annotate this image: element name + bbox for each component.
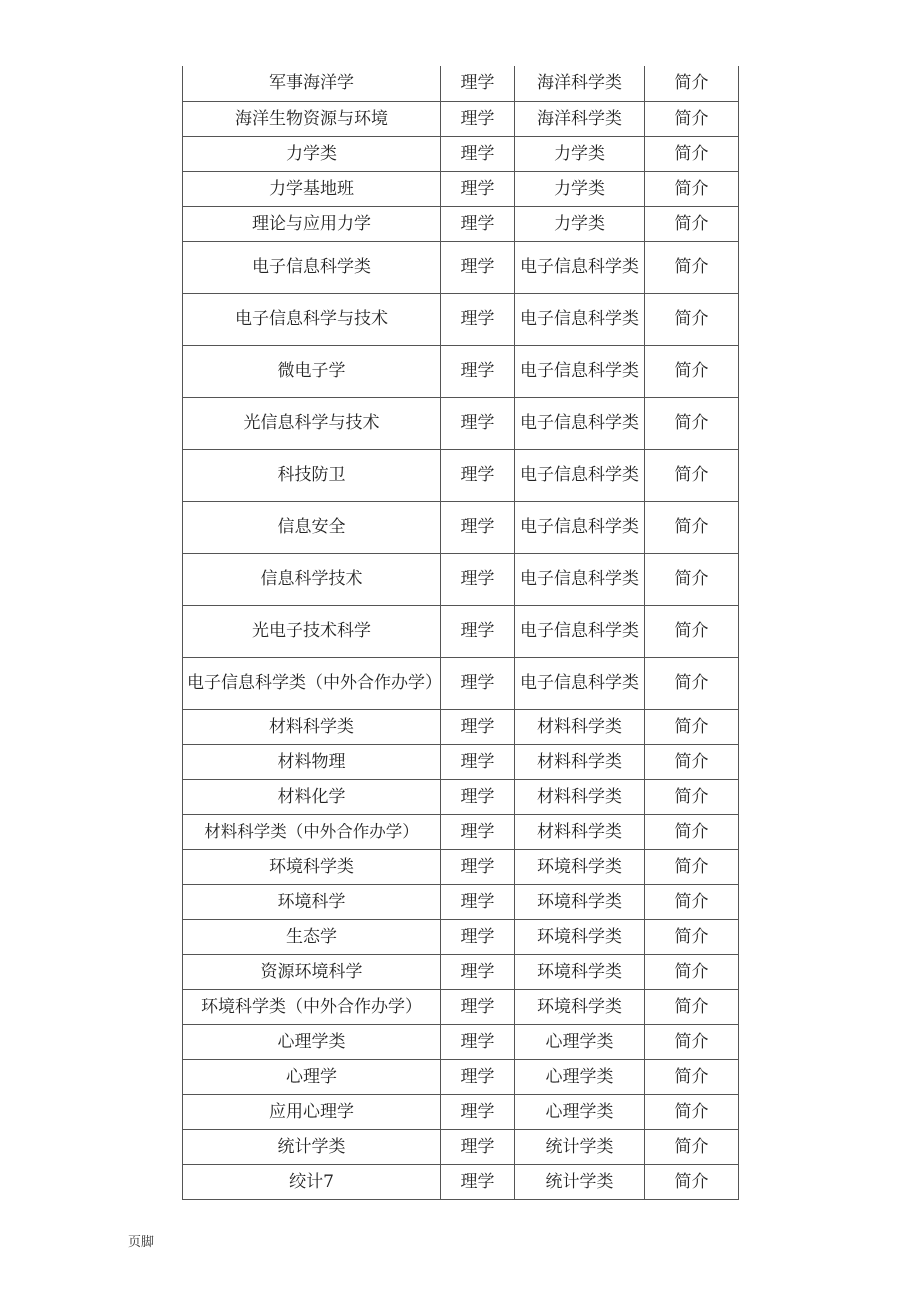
table-row	[183, 884, 739, 919]
category-cell: 电子信息科学类	[515, 293, 645, 345]
intro-link-cell[interactable]: 简介	[645, 884, 739, 919]
category-cell: 电子信息科学类	[515, 345, 645, 397]
major-name-cell: 光电子技术科学	[183, 605, 441, 657]
discipline-cell: 理学	[441, 66, 515, 101]
category-cell: 心理学类	[515, 1059, 645, 1094]
intro-link-cell[interactable]: 简介	[645, 1024, 739, 1059]
discipline-cell: 理学	[441, 709, 515, 744]
category-cell: 心理学类	[515, 1024, 645, 1059]
category-cell: 材料科学类	[515, 779, 645, 814]
table-row	[183, 501, 739, 553]
category-cell: 材料科学类	[515, 709, 645, 744]
table-row	[183, 605, 739, 657]
intro-link-cell[interactable]: 简介	[645, 293, 739, 345]
discipline-cell: 理学	[441, 136, 515, 171]
discipline-cell: 理学	[441, 101, 515, 136]
major-name-cell: 心理学	[183, 1059, 441, 1094]
category-cell: 材料科学类	[515, 744, 645, 779]
category-cell: 海洋科学类	[515, 66, 645, 101]
discipline-cell: 理学	[441, 293, 515, 345]
table-row	[183, 241, 739, 293]
major-name-cell: 生态学	[183, 919, 441, 954]
major-name-cell: 绞计7	[183, 1164, 441, 1199]
intro-link-cell[interactable]: 简介	[645, 1059, 739, 1094]
table-row	[183, 449, 739, 501]
table-row	[183, 657, 739, 709]
category-cell: 环境科学类	[515, 849, 645, 884]
category-cell: 材料科学类	[515, 814, 645, 849]
category-cell: 力学类	[515, 206, 645, 241]
intro-link-cell[interactable]: 简介	[645, 779, 739, 814]
intro-link-cell[interactable]: 简介	[645, 744, 739, 779]
table-row	[183, 345, 739, 397]
table-row	[183, 397, 739, 449]
major-name-cell: 材料科学类	[183, 709, 441, 744]
category-cell: 海洋科学类	[515, 101, 645, 136]
major-name-cell: 统计学类	[183, 1129, 441, 1164]
table-row	[183, 66, 739, 101]
table-row	[183, 1164, 739, 1199]
discipline-cell: 理学	[441, 814, 515, 849]
category-cell: 环境科学类	[515, 989, 645, 1024]
intro-link-cell[interactable]: 简介	[645, 171, 739, 206]
discipline-cell: 理学	[441, 919, 515, 954]
intro-link-cell[interactable]: 简介	[645, 1094, 739, 1129]
major-name-cell: 心理学类	[183, 1024, 441, 1059]
category-cell: 环境科学类	[515, 954, 645, 989]
category-cell: 心理学类	[515, 1094, 645, 1129]
table-row	[183, 553, 739, 605]
category-cell: 电子信息科学类	[515, 657, 645, 709]
intro-link-cell[interactable]: 简介	[645, 397, 739, 449]
discipline-cell: 理学	[441, 1024, 515, 1059]
category-cell: 电子信息科学类	[515, 397, 645, 449]
intro-link-cell[interactable]: 简介	[645, 553, 739, 605]
category-cell: 力学类	[515, 171, 645, 206]
table-row	[183, 1059, 739, 1094]
table-row	[183, 779, 739, 814]
major-name-cell: 资源环境科学	[183, 954, 441, 989]
table-row	[183, 1094, 739, 1129]
intro-link-cell[interactable]: 简介	[645, 345, 739, 397]
intro-link-cell[interactable]: 简介	[645, 989, 739, 1024]
intro-link-cell[interactable]: 简介	[645, 954, 739, 989]
category-cell: 环境科学类	[515, 919, 645, 954]
discipline-cell: 理学	[441, 1094, 515, 1129]
major-name-cell: 材料物理	[183, 744, 441, 779]
major-name-cell: 环境科学	[183, 884, 441, 919]
major-name-cell: 环境科学类（中外合作办学）	[183, 989, 441, 1024]
category-cell: 电子信息科学类	[515, 605, 645, 657]
category-cell: 电子信息科学类	[515, 501, 645, 553]
discipline-cell: 理学	[441, 241, 515, 293]
table-row	[183, 206, 739, 241]
intro-link-cell[interactable]: 简介	[645, 136, 739, 171]
major-name-cell: 军事海洋学	[183, 66, 441, 101]
majors-table-body	[183, 66, 739, 1199]
table-row	[183, 136, 739, 171]
discipline-cell: 理学	[441, 989, 515, 1024]
table-row	[183, 171, 739, 206]
discipline-cell: 理学	[441, 605, 515, 657]
intro-link-cell[interactable]: 简介	[645, 1164, 739, 1199]
major-name-cell: 信息安全	[183, 501, 441, 553]
table-row	[183, 101, 739, 136]
major-name-cell: 理论与应用力学	[183, 206, 441, 241]
table-row	[183, 1129, 739, 1164]
majors-table	[182, 66, 739, 1200]
table-row	[183, 919, 739, 954]
discipline-cell: 理学	[441, 553, 515, 605]
intro-link-cell[interactable]: 简介	[645, 709, 739, 744]
table-row	[183, 709, 739, 744]
table-row	[183, 989, 739, 1024]
table-row	[183, 293, 739, 345]
discipline-cell: 理学	[441, 449, 515, 501]
discipline-cell: 理学	[441, 1164, 515, 1199]
intro-link-cell[interactable]: 简介	[645, 101, 739, 136]
category-cell: 电子信息科学类	[515, 553, 645, 605]
category-cell: 统计学类	[515, 1129, 645, 1164]
intro-link-cell[interactable]: 简介	[645, 206, 739, 241]
table-row	[183, 744, 739, 779]
discipline-cell: 理学	[441, 744, 515, 779]
category-cell: 统计学类	[515, 1164, 645, 1199]
discipline-cell: 理学	[441, 954, 515, 989]
discipline-cell: 理学	[441, 397, 515, 449]
major-name-cell: 电子信息科学类	[183, 241, 441, 293]
major-name-cell: 海洋生物资源与环境	[183, 101, 441, 136]
discipline-cell: 理学	[441, 849, 515, 884]
category-cell: 电子信息科学类	[515, 449, 645, 501]
table-row	[183, 814, 739, 849]
discipline-cell: 理学	[441, 1059, 515, 1094]
category-cell: 电子信息科学类	[515, 241, 645, 293]
major-name-cell: 应用心理学	[183, 1094, 441, 1129]
major-name-cell: 环境科学类	[183, 849, 441, 884]
intro-link-cell[interactable]: 简介	[645, 449, 739, 501]
discipline-cell: 理学	[441, 884, 515, 919]
major-name-cell: 材料科学类（中外合作办学）	[183, 814, 441, 849]
major-name-cell: 力学基地班	[183, 171, 441, 206]
major-name-cell: 信息科学技术	[183, 553, 441, 605]
table-row	[183, 1024, 739, 1059]
major-name-cell: 力学类	[183, 136, 441, 171]
intro-link-cell[interactable]: 简介	[645, 919, 739, 954]
category-cell: 环境科学类	[515, 884, 645, 919]
intro-link-cell[interactable]: 简介	[645, 1129, 739, 1164]
intro-link-cell[interactable]: 简介	[645, 501, 739, 553]
intro-link-cell[interactable]: 简介	[645, 241, 739, 293]
discipline-cell: 理学	[441, 206, 515, 241]
category-cell: 力学类	[515, 136, 645, 171]
table-row	[183, 849, 739, 884]
major-name-cell: 光信息科学与技术	[183, 397, 441, 449]
intro-link-cell[interactable]: 简介	[645, 814, 739, 849]
major-name-cell: 微电子学	[183, 345, 441, 397]
discipline-cell: 理学	[441, 779, 515, 814]
discipline-cell: 理学	[441, 345, 515, 397]
intro-link-cell[interactable]: 简介	[645, 605, 739, 657]
major-name-cell: 电子信息科学与技术	[183, 293, 441, 345]
major-name-cell: 科技防卫	[183, 449, 441, 501]
major-name-cell: 电子信息科学类（中外合作办学）	[183, 657, 441, 709]
page-footer: 页脚	[128, 1235, 155, 1250]
discipline-cell: 理学	[441, 501, 515, 553]
discipline-cell: 理学	[441, 171, 515, 206]
discipline-cell: 理学	[441, 657, 515, 709]
major-name-cell: 材料化学	[183, 779, 441, 814]
discipline-cell: 理学	[441, 1129, 515, 1164]
intro-link-cell[interactable]: 简介	[645, 849, 739, 884]
intro-link-cell[interactable]: 简介	[645, 657, 739, 709]
table-row	[183, 954, 739, 989]
intro-link-cell[interactable]: 简介	[645, 66, 739, 101]
